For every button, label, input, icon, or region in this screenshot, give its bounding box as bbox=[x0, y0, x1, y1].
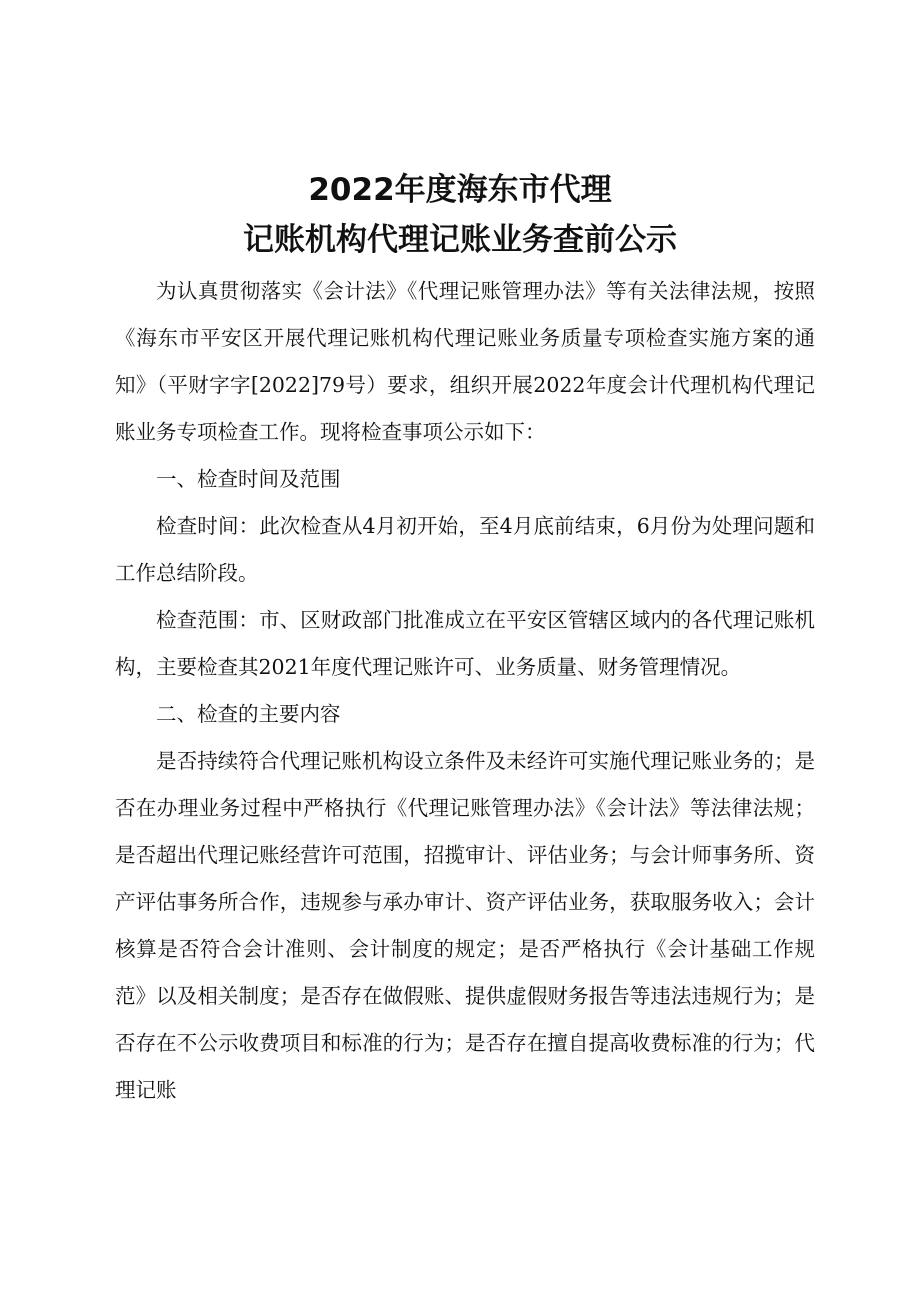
section-heading-main-content: 二、检查的主要内容 bbox=[156, 702, 341, 726]
inspection-time-paragraph: 检查时间：此次检查从4月初开始，至4月底前结束，6月份为处理问题和工作总结阶段。 bbox=[115, 514, 815, 585]
document-title-line-2: 记账机构代理记账业务查前公示 bbox=[243, 222, 677, 258]
main-content-paragraph: 是否持续符合代理记账机构设立条件及未经许可实施代理记账业务的；是否在办理业务过程中严格执行《代理记账管理办法》《会计法》等法律法规；是否超出代理记账经营许可范围，招揽审计、评估业务；与会计师事务所、资产评估事务所合作，违规参与承办审计、资产评估业务，获取服务收入；会计核算是否符合会计准则、会计制度的规定；是否严格执行《会计基础工作规范》以及相关制度；是否存在做假账、提供虚假财务报告等违法违规行为；是否存在不公示收费项目和标准的行为；是否存在擅自提高收费标准的行为；代理记账 bbox=[115, 749, 815, 1102]
inspection-scope-paragraph: 检查范围：市、区财政部门批准成立在平安区管辖区域内的各代理记账机构，主要检查其2021年度代理记账许可、业务质量、财务管理情况。 bbox=[115, 608, 815, 679]
intro-paragraph: 为认真贯彻落实《会计法》《代理记账管理办法》等有关法律法规，按照《海东市平安区开展代理记账机构代理记账业务质量专项检查实施方案的通知》（平财字字[2022]79号）要求，组织开展2022年度会计代理机构代理记账业务专项检查工作。现将检查事项公示如下： bbox=[115, 279, 815, 444]
section-heading-inspection-time-scope: 一、检查时间及范围 bbox=[156, 467, 341, 491]
document-title-line-1: 2022年度海东市代理 bbox=[308, 172, 612, 208]
document-body bbox=[115, 268, 815, 1114]
